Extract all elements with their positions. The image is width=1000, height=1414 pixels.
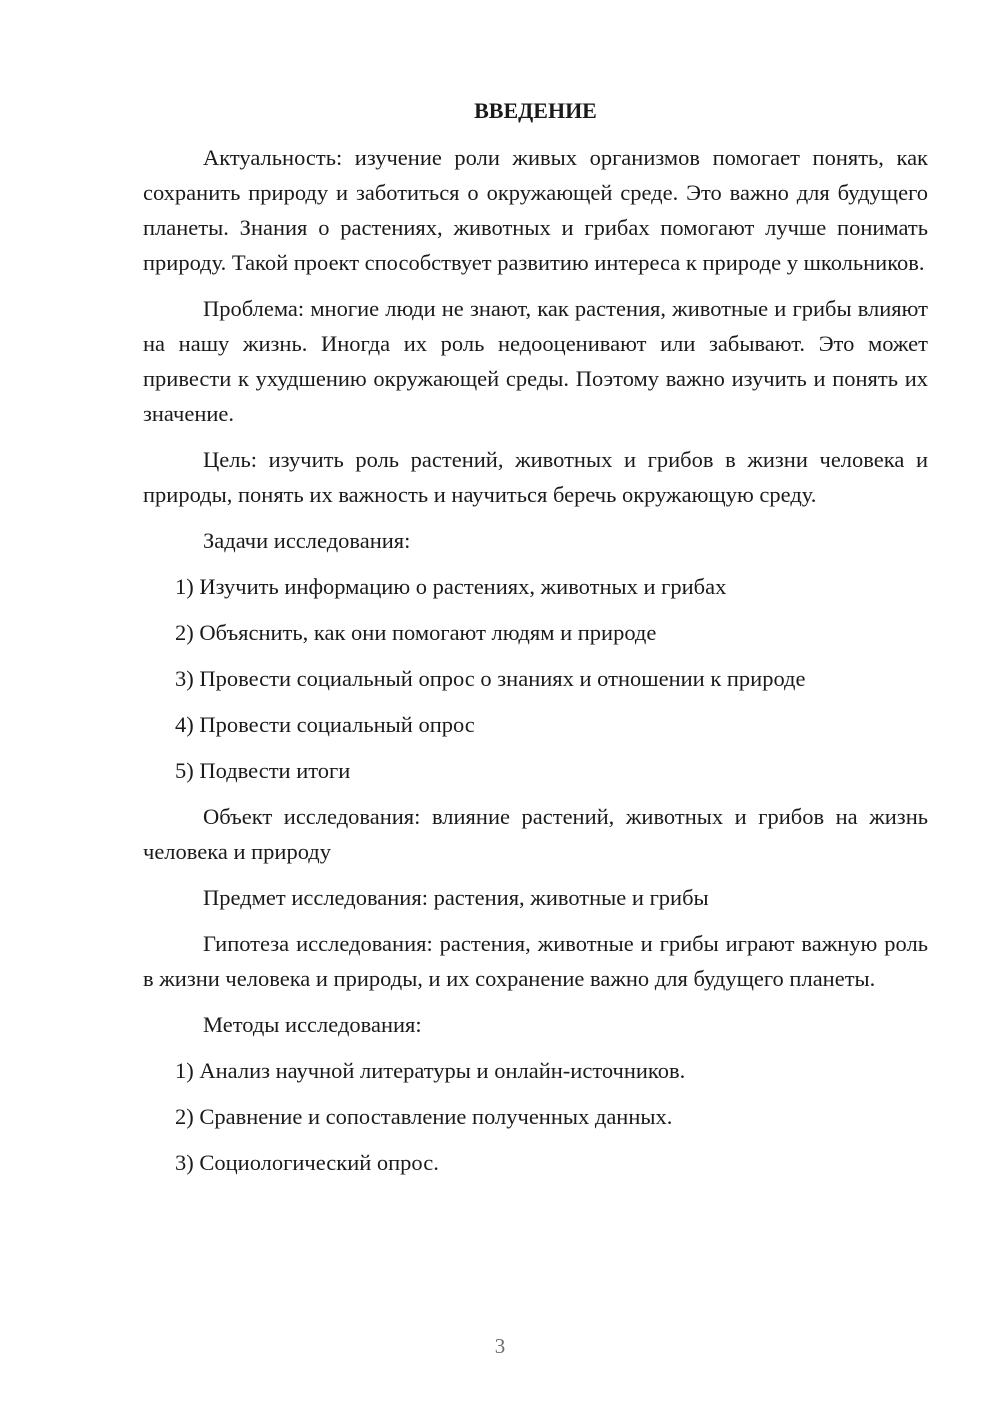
methods-list	[143, 1053, 928, 1180]
methods-heading: Методы исследования:	[203, 1012, 422, 1037]
list-item: 3) Провести социальный опрос о знаниях и отношении к природе	[175, 666, 806, 691]
tasks-list	[143, 569, 928, 788]
list-item: 3) Социологический опрос.	[175, 1150, 439, 1175]
list-item: 4) Провести социальный опрос	[175, 712, 475, 737]
hypothesis-paragraph: Гипотеза исследования: растения, животные и грибы играют важную роль в жизни человека и природы, и их сохранение важно для будущего планеты.	[143, 931, 928, 991]
document-page	[143, 96, 928, 1191]
list-item: 1) Изучить информацию о растениях, животных и грибах	[175, 574, 727, 599]
tasks-heading: Задачи исследования:	[203, 528, 411, 553]
list-item: 1) Анализ научной литературы и онлайн-источников.	[175, 1058, 686, 1083]
list-item: 2) Сравнение и сопоставление полученных данных.	[175, 1104, 673, 1129]
section-title: ВВЕДЕНИЕ	[474, 98, 597, 123]
list-item: 2) Объяснить, как они помогают людям и природе	[175, 620, 657, 645]
list-item: 5) Подвести итоги	[175, 758, 351, 783]
relevance-paragraph: Актуальность: изучение роли живых организмов помогает понять, как сохранить природу и заботиться о окружающей среде. Это важно для будущего планеты. Знания о растениях, животных и грибах помогают лучше понимать природу. Такой проект способствует развитию интереса к природе у школьников.	[143, 145, 928, 275]
goal-paragraph: Цель: изучить роль растений, животных и грибов в жизни человека и природы, понять их важность и научиться беречь окружающую среду.	[143, 447, 928, 507]
problem-paragraph: Проблема: многие люди не знают, как растения, животные и грибы влияют на нашу жизнь. Иногда их роль недооценивают или забывают. Это может привести к ухудшению окружающей среды. Поэтому важно изучить и понять их значение.	[143, 296, 928, 426]
page-number: 3	[494, 1334, 506, 1358]
object-paragraph: Объект исследования: влияние растений, животных и грибов на жизнь человека и природу	[143, 804, 928, 864]
subject-paragraph: Предмет исследования: растения, животные и грибы	[203, 885, 709, 910]
